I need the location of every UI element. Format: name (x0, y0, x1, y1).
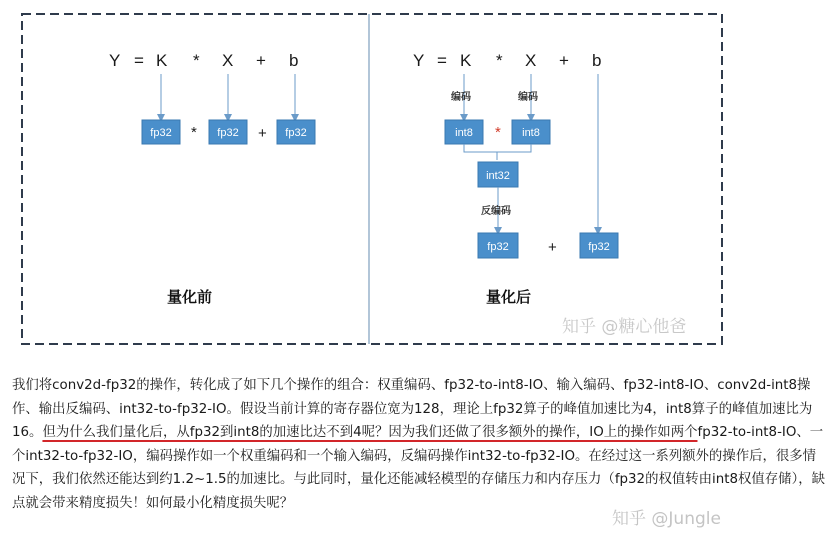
encode-label-k: 编码 (451, 92, 471, 103)
left-eq-k: K (156, 51, 168, 70)
right-panel (413, 51, 618, 306)
int8-box-x-label: int8 (522, 127, 540, 139)
left-panel (109, 51, 315, 306)
fp32-out-box-label: fp32 (487, 241, 509, 253)
left-eq-plus: + (256, 51, 266, 70)
fp32-bias-box-label: fp32 (588, 241, 610, 253)
right-eq-y: Y (413, 51, 425, 70)
body-paragraph (12, 374, 826, 516)
left-eq-y: Y (109, 51, 121, 70)
figure-watermark: 知乎 @糖心他爸 (562, 317, 687, 337)
left-add-op: + (258, 125, 267, 142)
merge-connector (464, 144, 531, 160)
paragraph-watermark: 知乎 @Jungle (612, 509, 721, 529)
left-eq-x: X (222, 51, 234, 70)
right-eq-b: b (592, 51, 602, 70)
paragraph-part-3: fp32-to-int8-IO、一个int32-to-fp32-IO，编码操作如一个权重编码和一个输入编码，反编码操作int32-to-fp32-IO。在经过这一系列额外的操作后，很多情况下，我们依然还能达到约1.2~1.5的加速比。与此同时，量化还能减轻模型的存储压力和内存压力（fp32的权值转由int8权值存储），缺点就会带来精度损失！如何最小化精度损失呢？ (12, 425, 826, 511)
left-caption: 量化前 (167, 288, 213, 306)
paragraph-part-1: 我们将conv2d-fp32的操作，转化成了如下几个操作的组合：权重编码、fp32-to-int8-IO、输入编码、fp32-int8-IO、conv2d-int8操作、输出反编码、int32-to-fp32-IO。假设当前计算的寄存器位宽为128，理论上fp32算子的峰值加速比为4，int8算子的峰值加速比为16。 (12, 378, 813, 441)
left-eq-times: * (193, 51, 200, 70)
right-mul-op: * (495, 124, 501, 141)
encode-label-x: 编码 (518, 92, 538, 103)
left-mul-op: * (191, 124, 197, 141)
right-eq-plus: + (559, 51, 569, 70)
right-add-op: + (548, 239, 557, 256)
decode-label: 反编码 (481, 206, 511, 217)
right-eq-x: X (525, 51, 537, 70)
int32-box-label: int32 (486, 170, 510, 182)
right-eq-k: K (460, 51, 472, 70)
paragraph-part-2-underlined: 但为什么我们量化后，从fp32到int8的加速比达不到4呢？因为我们还做了很多额外的操作，IO上的操作如两个 (42, 425, 698, 441)
left-eq-b: b (289, 51, 299, 70)
fp32-box-k-label: fp32 (150, 127, 172, 139)
diagram-frame (22, 14, 722, 344)
right-eq-times: * (496, 51, 503, 70)
int8-box-k-label: int8 (455, 127, 473, 139)
fp32-box-x-label: fp32 (217, 127, 239, 139)
fp32-box-b-label: fp32 (285, 127, 307, 139)
right-eq-equals: = (437, 51, 447, 70)
right-caption: 量化后 (486, 288, 532, 306)
left-eq-equals: = (134, 51, 144, 70)
